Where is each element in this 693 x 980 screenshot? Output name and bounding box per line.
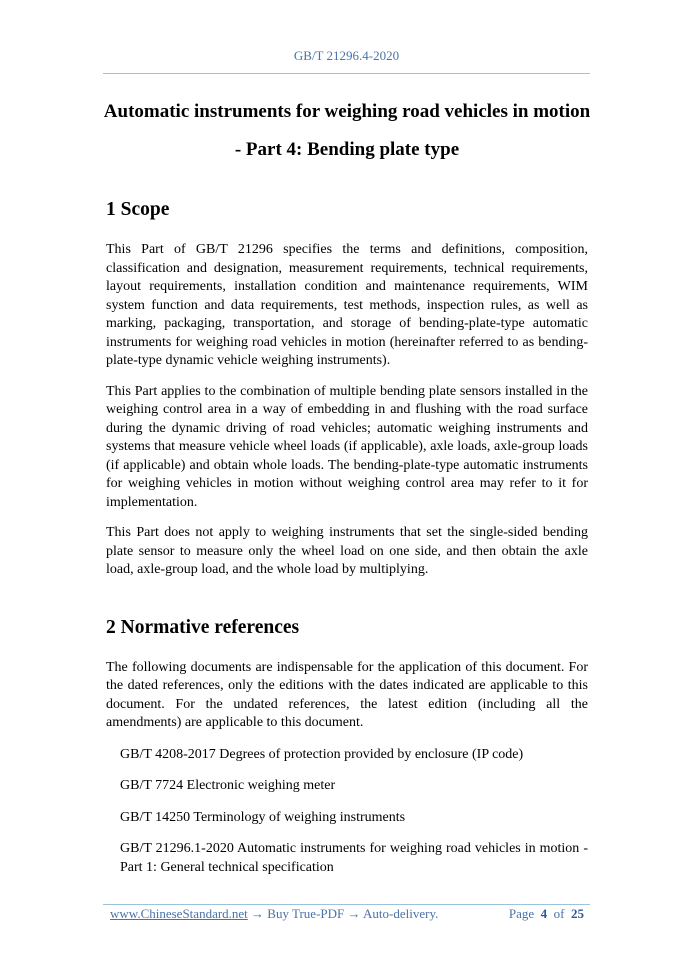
- paragraph: This Part applies to the combination of multiple bending plate sensors installed in the weighing control area in a way of embedding in and flushing with the road surface during the dynamic driving of road vehicles; automatic weighing instruments and systems that measure vehicle wheel loads (if applicable), axle loads, axle-group loads (if applicable) and obtain whole loads. The bending-plate-type automatic instruments for weighing vehicles in motion without weighing control area may refer to it for implementation.: [106, 383, 588, 510]
- footer-promo-text: → Buy True-PDF → Auto-delivery.: [247, 906, 439, 921]
- document-body: [103, 100, 591, 877]
- website-link[interactable]: www.ChineseStandard.net: [110, 906, 248, 921]
- reference-item: GB/T 4208-2017 Degrees of protection provided by enclosure (IP code): [120, 746, 524, 762]
- total-pages: 25: [571, 906, 584, 921]
- doc-subtitle: - Part 4: Bending plate type: [234, 139, 460, 160]
- of-label: of: [553, 906, 565, 921]
- paragraph: The following documents are indispensable for the application of this document. For the dated references, only the editions with the dates indicated are applicable to this document. For the undated references, the latest edition (including all the amendments) are applicable to this document.: [106, 659, 588, 730]
- section-heading-scope: 1 Scope: [106, 199, 170, 220]
- reference-item: GB/T 7724 Electronic weighing meter: [120, 778, 336, 793]
- page-number: 4: [540, 906, 548, 921]
- header-divider: [103, 73, 590, 74]
- section-heading-normative-references: 2 Normative references: [106, 616, 300, 638]
- footer-divider: [103, 904, 590, 905]
- page-indicator: [509, 906, 584, 922]
- paragraph: This Part of GB/T 21296 specifies the terms and definitions, composition, classification and designation, measurement requirements, technical requirements, layout requirements, installation condition and maintenance requirements, WIM system function and data requirements, test methods, inspection rules, as well as marking, packaging, transportation, and storage of bending-plate-type automatic instruments for weighing road vehicles in motion (hereinafter referred to as bending-plate-type dynamic vehicle weighing instruments).: [106, 242, 588, 368]
- reference-item: GB/T 21296.1-2020 Automatic instruments for weighing road vehicles in motion - Part 1: General technical specification: [120, 841, 588, 875]
- doc-title: Automatic instruments for weighing road vehicles in motion: [103, 101, 591, 122]
- page-label: Page: [508, 906, 535, 921]
- footer-promo: [110, 906, 438, 922]
- header-doc-id: GB/T 21296.4-2020: [293, 48, 400, 63]
- paragraph: This Part does not apply to weighing instruments that set the single-sided bending plate sensor to measure only the wheel load on one side, and then obtain the axle load, axle-group load, and the whole load by multiplying.: [106, 525, 588, 577]
- footer: [110, 906, 584, 922]
- reference-item: GB/T 14250 Terminology of weighing instruments: [120, 809, 406, 825]
